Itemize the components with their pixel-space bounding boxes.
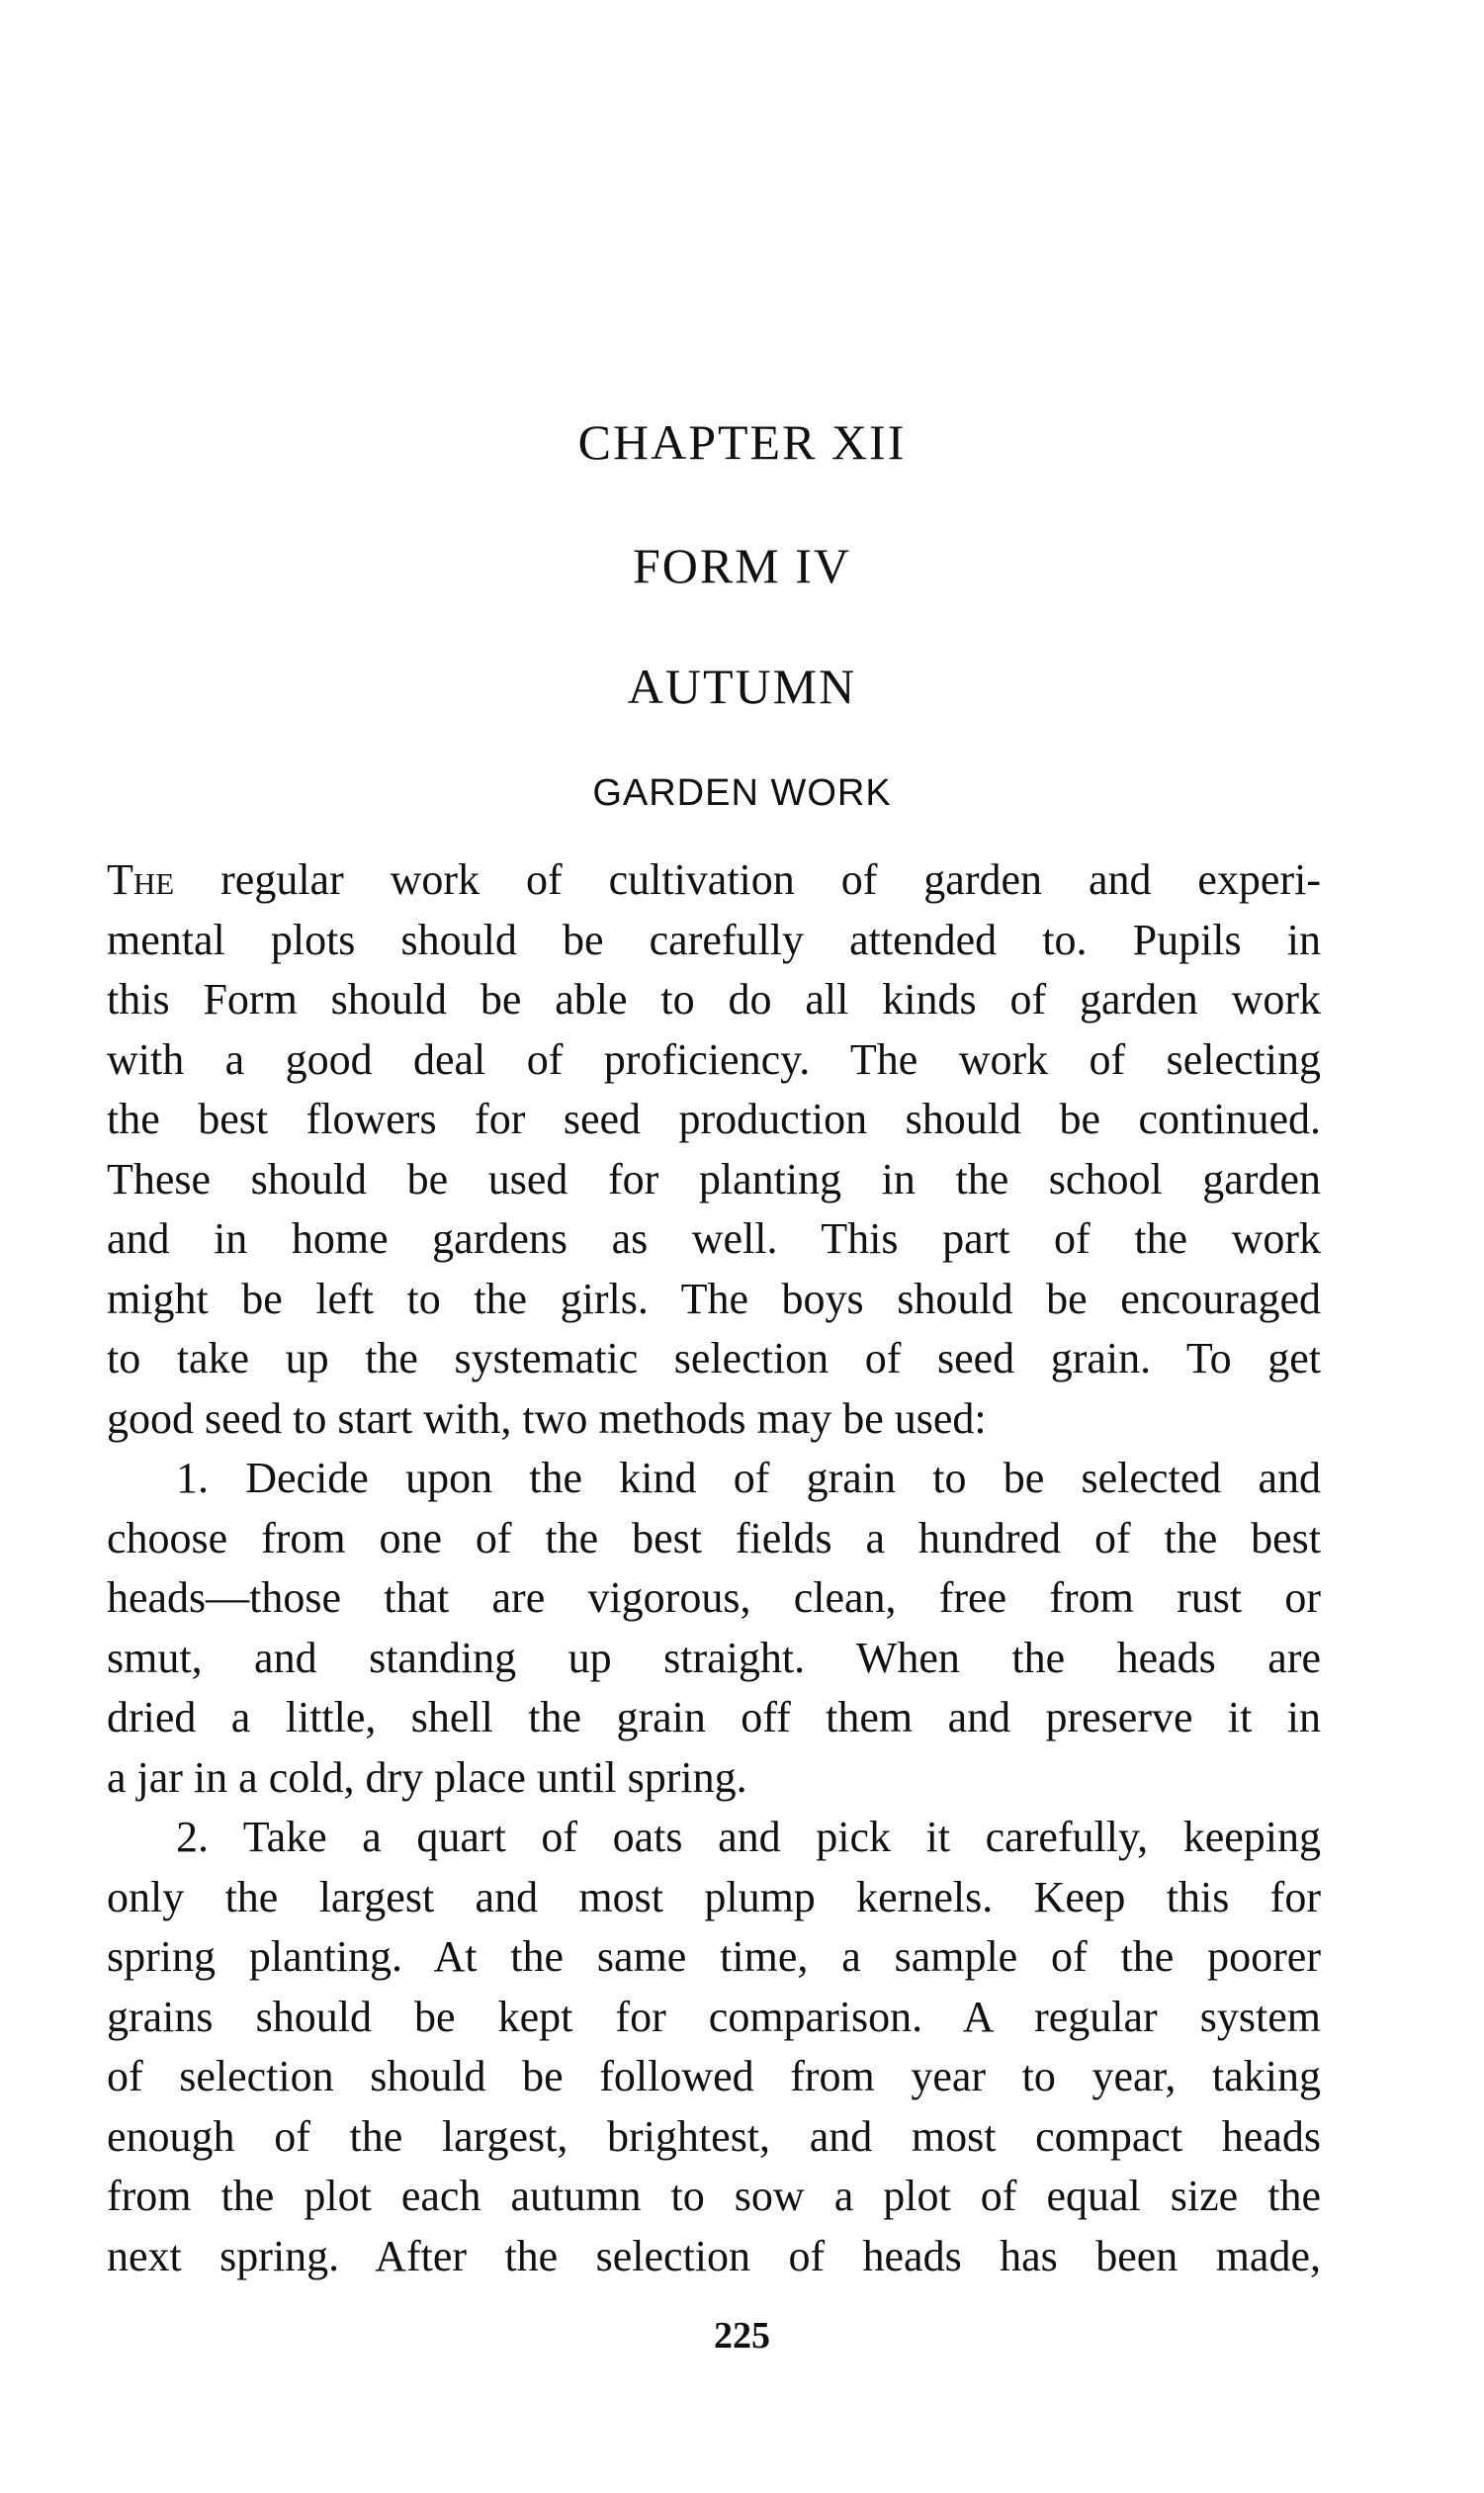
text-line: dried a little, shell the grain off them and preserve it in bbox=[107, 1693, 1321, 1741]
section-heading: GARDEN WORK bbox=[592, 772, 892, 814]
text-line: next spring. After the selection of heads has been made, bbox=[107, 2231, 1321, 2280]
text-line: with a good deal of proficiency. The work of selecting bbox=[107, 1034, 1321, 1084]
text-line: a jar in a cold, dry place until spring. bbox=[107, 1752, 747, 1802]
list-item-line: 2. Take a quart of oats and pick it carefully, keeping bbox=[176, 1813, 1321, 1861]
text-line: These should be used for planting in the school garden bbox=[107, 1154, 1321, 1203]
text-line: choose from one of the best fields a hundred of the best bbox=[107, 1513, 1321, 1562]
text-line: from the plot each autumn to sow a plot of equal size the bbox=[107, 2172, 1321, 2220]
text-line: only the largest and most plump kernels. Keep this for bbox=[107, 1872, 1321, 1921]
paragraph-dropword: The bbox=[107, 855, 175, 904]
chapter-heading: CHAPTER XII bbox=[577, 414, 907, 470]
text-line: mental plots should be carefully attended to. Pupils in bbox=[107, 915, 1321, 964]
body-text bbox=[107, 850, 1321, 2286]
text-line: enough of the largest, brightest, and most compact heads bbox=[107, 2111, 1321, 2161]
list-item-line: 1. Decide upon the kind of grain to be selected and bbox=[176, 1454, 1321, 1502]
text-line: of selection should be followed from year to year, taking bbox=[107, 2052, 1321, 2100]
text-line: grains should be kept for comparison. A regular system bbox=[107, 1992, 1321, 2041]
text-line: this Form should be able to do all kinds of garden work bbox=[107, 975, 1321, 1024]
text-line: the best flowers for seed production should be continued. bbox=[107, 1095, 1321, 1143]
text-line bbox=[107, 850, 1321, 911]
text-line: might be left to the girls. The boys should be encouraged bbox=[107, 1274, 1321, 1323]
text-line: spring planting. At the same time, a sample of the poorer bbox=[107, 1932, 1321, 1981]
text-line: heads—those that are vigorous, clean, free from rust or bbox=[107, 1573, 1321, 1622]
text-line: smut, and standing up straight. When the heads are bbox=[107, 1633, 1321, 1682]
season-heading: AUTUMN bbox=[627, 659, 857, 714]
text-line: and in home gardens as well. This part of the work bbox=[107, 1214, 1321, 1263]
text-line: good seed to start with, two methods may be used: bbox=[107, 1393, 987, 1443]
page-number: 225 bbox=[714, 2315, 770, 2357]
line-text: regular work of cultivation of garden and experi- bbox=[174, 855, 1321, 904]
text-line: to take up the systematic selection of seed grain. To get bbox=[107, 1334, 1321, 1382]
form-heading: FORM IV bbox=[633, 538, 851, 593]
